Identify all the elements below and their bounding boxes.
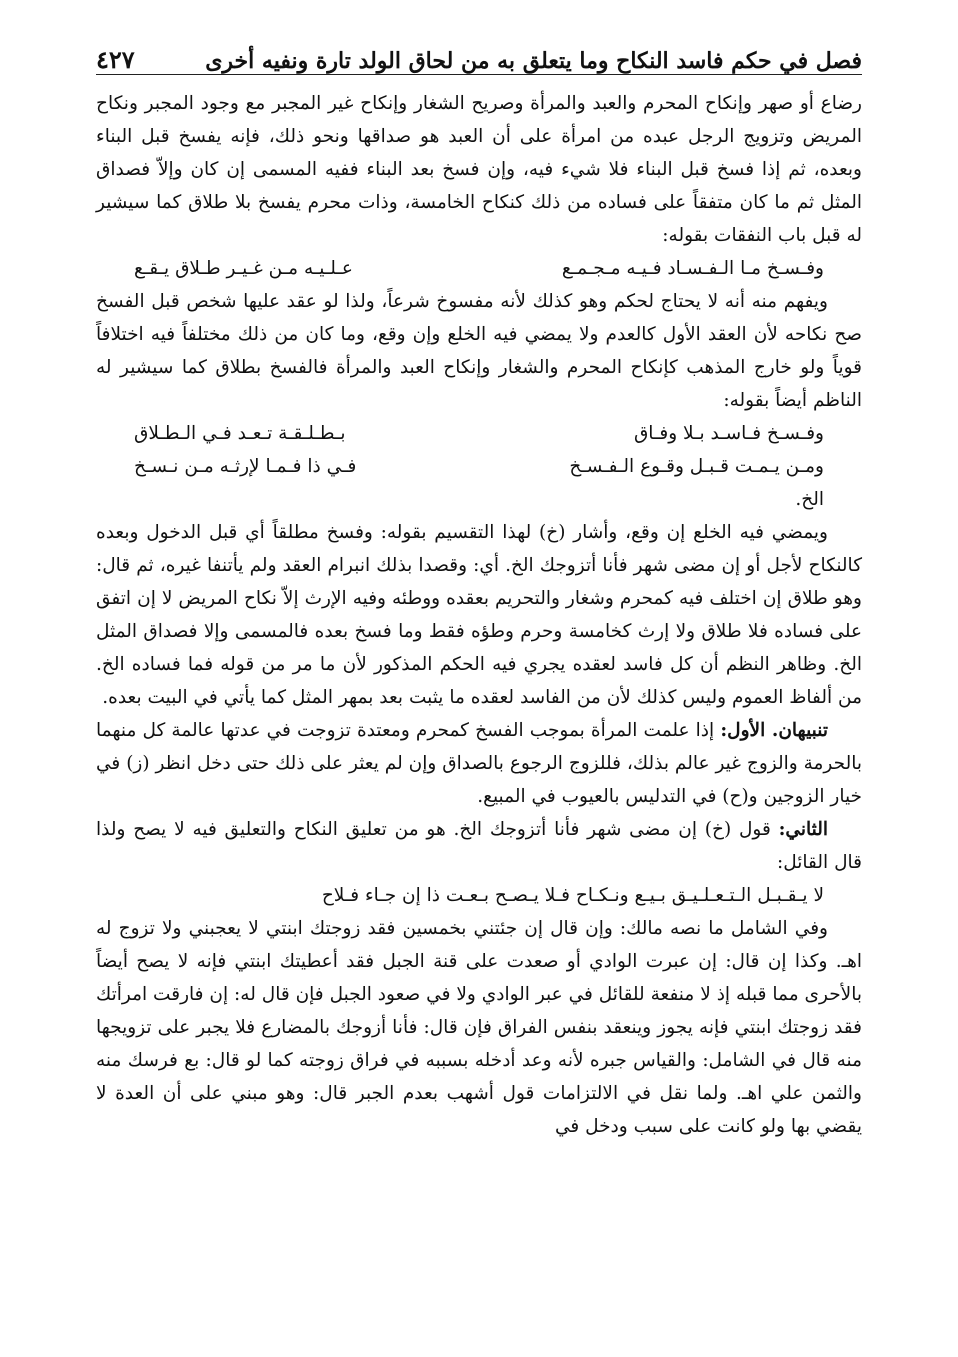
verse-second-hemistich: بـطـلـقـة تـعـد فـي الـطـلاق bbox=[134, 423, 346, 444]
verse-line bbox=[96, 417, 862, 450]
running-header bbox=[96, 26, 862, 75]
verse-line bbox=[96, 450, 862, 483]
note-label: تنبيهان. الأول: bbox=[720, 720, 828, 741]
paragraph-note bbox=[96, 813, 862, 879]
verse-line: لا يـقـبـل الـتـعـلـيـق بـيـع ونـكـاح فـلا يـصـح بـعـت ذا إن جـاء فـلاح bbox=[321, 885, 824, 906]
verse-line bbox=[96, 252, 862, 285]
verse-first-hemistich: ومـن يـمـت قـبـل وقـوع الـفـسـخ bbox=[569, 456, 824, 477]
page-number: ٤٢٧ bbox=[96, 45, 135, 74]
paragraph: رضاع أو صهر وإنكاح المحرم والعبد والمرأة وصريح الشغار وإنكاح غير المجبر مع وجود المجبر ونكاح المريض وتزويج الرجل عبده من امرأة على أن العبد هو صداقها ونحو ذلك، فإنه يفسخ قبل البناء وبعده، ثم إذا فسخ قبل البناء فلا شيء فيه، وإن فسخ بعد البناء ففيه المسمى إن كان وإلاّ فصداق المثل ثم ما كان متفقاً على فساده من ذلك كنكاح الخامسة، وذات محرم يفسخ بلا طلاق كما سيشير له قبل باب النفقات بقوله: bbox=[96, 93, 862, 246]
paragraph: ويفهم منه أنه لا يحتاج لحكم وهو كذلك لأنه مفسوخ شرعاً، ولذا لو عقد عليها شخص قبل الفسخ صح نكاحه لأن العقد الأول كالعدم ولا يمضي فيه الخلع وإن وقع، وما كان من ذلك مختلفاً فيه اختلافاً قوياً ولو خارج المذهب كإنكاح المحرم والشغار وإنكاح العبد والمرأة فالفسخ بطلاق كما سيشير له الناظم أيضاً بقوله: bbox=[96, 291, 862, 411]
verse-first-hemistich: وفـسـخ مـا الـفـسـاد فـيـه مـجـمـع bbox=[561, 258, 824, 279]
verse-first-hemistich: وفـسـخ فـاسـد بـلا وفـاق bbox=[633, 423, 824, 444]
verse-second-hemistich: فـي ذا فـمـا لإرثـه مـن نـسـخ bbox=[134, 456, 357, 477]
verse-continuation: الخ. bbox=[795, 489, 824, 510]
note-label: الثاني: bbox=[778, 819, 828, 840]
note-text: إذا علمت المرأة بموجب الفسخ كمحرم ومعتدة تزوجت في عدتها عالمة كل منهما بالحرمة والزوج غير عالم بذلك، فللزوج الرجوع بالصداق وإن لم يعثر على ذلك حتى دخل انظر (ز) في خيار الزوجين و(ح) في التدليس بالعيوب في المبيع. bbox=[96, 720, 862, 807]
page-body bbox=[96, 87, 862, 1143]
verse-second-hemistich: عـلـيـه مـن غـيـر طـلاق يـقـع bbox=[134, 258, 353, 279]
header-title: فصل في حكم فاسد النكاح وما يتعلق به من لحاق الولد تارة ونفيه أخرى bbox=[205, 48, 862, 74]
paragraph-note bbox=[96, 714, 862, 813]
note-text: قول (خ) إن مضى شهر فأنا أتزوجك الخ. هو من تعليق النكاح والتعليق فيه لا يصح ولذا قال القائل: bbox=[96, 819, 862, 873]
paragraph: ويمضي فيه الخلع إن وقع، وأشار (خ) لهذا التقسيم بقوله: وفسخ مطلقاً أي قبل الدخول وبعده كالنكاح لأجل أو إن مضى شهر فأنا أتزوجك الخ. أي: وقصدا بذلك انبرام العقد ولم يأتنفا غيره، ثم قال: وهو طلاق إن اختلف فيه كمحرم وشغار والتحريم بعقده ووطئه وفيه الإرث إلاّ نكاح المريض لا إن اتفق على فساده فلا طلاق ولا إرث كخامسة وحرم وطؤه فقط وما فسخ بعده فالمسمى وإلا فصداق المثل الخ. وظاهر النظم أن كل فاسد لعقده يجري فيه الحكم المذكور لأن ما مر من قوله فما فساده الخ. من ألفاظ العموم وليس كذلك لأن من الفاسد لعقده ما يثبت بعد بمهر المثل كما يأتي في البيت بعده. bbox=[96, 522, 862, 708]
paragraph: وفي الشامل ما نصه مالك: وإن قال إن جئتني بخمسين فقد زوجتك ابنتي لا يعجبني ولا تزوج له اهـ. وكذا إن قال: إن عبرت الوادي أو صعدت على قنة الجبل فقد أعطيتك ابنتي فإنه لا يصح أيضاً بالأحرى مما قبله إذ لا منفعة للقائل في عبر الوادي ولا في صعود الجبل فإن قال له: إن فارقت امرأتك فقد زوجتك ابنتي فإنه يجوز وينعقد بنفس الفراق فإن قال: فأنا أزوجك بالمضارع فلا يجبر على تزويجها منه قال في الشامل: والقياس جبره لأنه وعد أدخله بسببه في فراق زوجته كما لو قال: بع فرسك منه والثمن علي اهـ. ولما نقل في الالتزامات قول أشهب بعدم الجبر قال: وهو مبني على أن العدة لا يقضي بها ولو كانت على سبب ودخل في bbox=[96, 918, 862, 1137]
